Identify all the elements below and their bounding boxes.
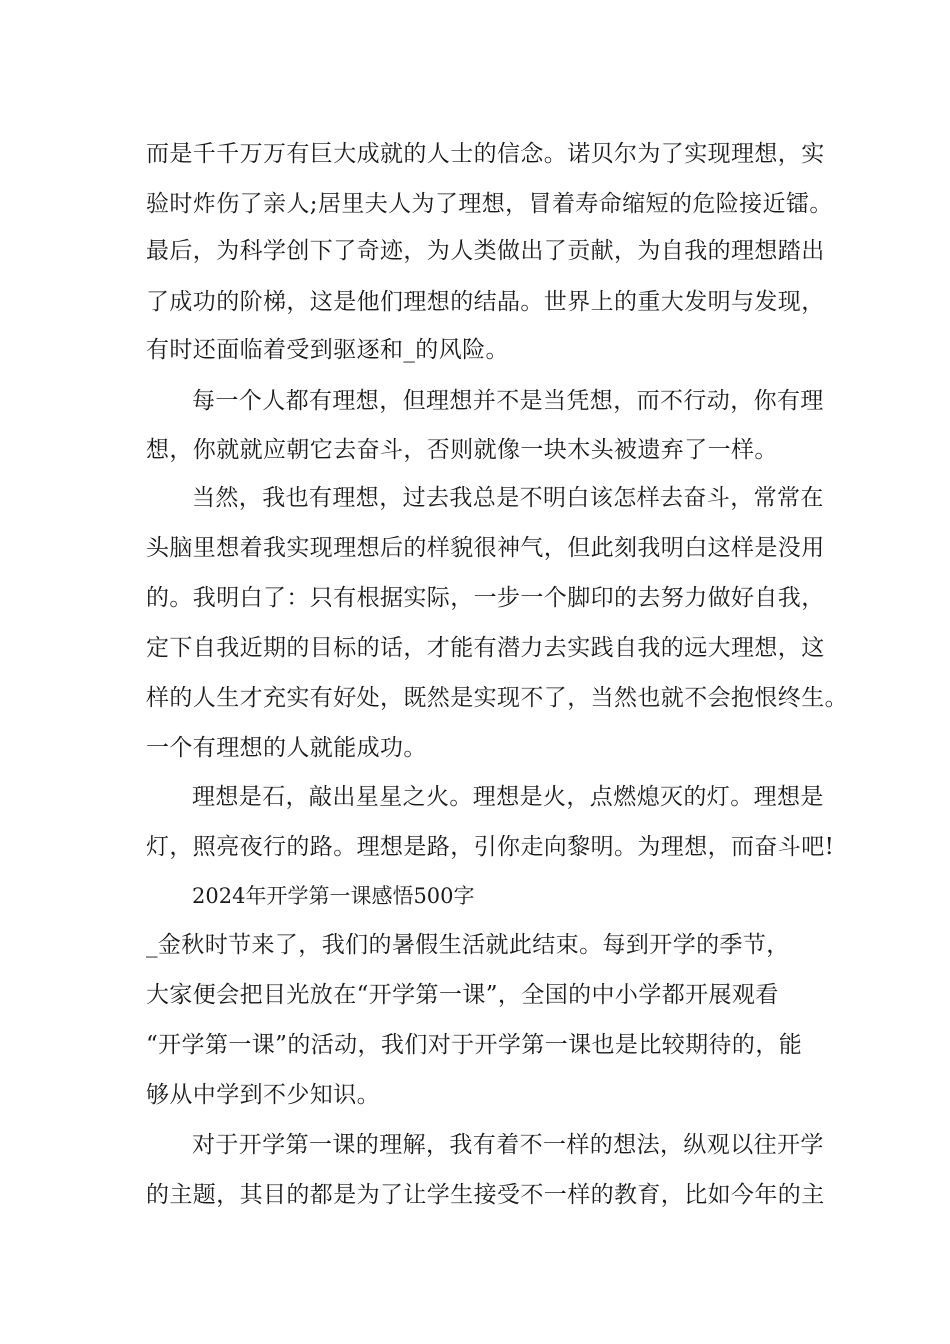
text-line: 大家便会把目光放在“开学第一课”，全国的中小学都开展观看 bbox=[146, 982, 779, 1008]
text-line: 想，你就就应朝它去奋斗，否则就像一块木头被遗弃了一样。 bbox=[146, 437, 778, 463]
text-line: _金秋时节来了，我们的暑假生活就此结束。每到开学的季节， bbox=[146, 932, 790, 958]
text-line: 定下自我近期的目标的话，才能有潜力去实践自我的远大理想，这 bbox=[146, 635, 825, 661]
text-line: 够从中学到不少知识。 bbox=[146, 1082, 380, 1108]
text-line: 样的人生才充实有好处，既然是实现不了，当然也就不会抱恨终生。 bbox=[146, 685, 848, 711]
text-line: 了成功的阶梯，这是他们理想的结晶。世界上的重大发明与发现， bbox=[146, 289, 825, 315]
text-line: 验时炸伤了亲人;居里夫人为了理想，冒着寿命缩短的危险接近镭。 bbox=[146, 191, 833, 217]
paragraph-first-line: 每一个人都有理想，但理想并不是当凭想，而不行动，你有理 bbox=[192, 388, 824, 414]
text-line: “开学第一课”的活动，我们对于开学第一课也是比较期待的，能 bbox=[146, 1032, 803, 1058]
paragraph-first-line: 理想是石，敲出星星之火。理想是火，点燃熄灭的灯。理想是 bbox=[192, 784, 824, 810]
text-line: 而是千千万万有巨大成就的人士的信念。诺贝尔为了实现理想，实 bbox=[146, 141, 825, 167]
text-line: 一个有理想的人就能成功。 bbox=[146, 735, 427, 761]
text-line: 有时还面临着受到驱逐和_的风险。 bbox=[146, 337, 509, 363]
section-heading: 2024年开学第一课感悟500字 bbox=[192, 884, 475, 908]
text-line: 头脑里想着我实现理想后的样貌很神气，但此刻我明白这样是没用 bbox=[146, 535, 825, 561]
text-line: 的主题，其目的都是为了让学生接受不一样的教育，比如今年的主 bbox=[146, 1182, 825, 1208]
paragraph-first-line: 对于开学第一课的理解，我有着不一样的想法，纵观以往开学 bbox=[192, 1132, 824, 1158]
text-line: 的。我明白了：只有根据实际，一步一个脚印的去努力做好自我， bbox=[146, 585, 825, 611]
paragraph-first-line: 当然，我也有理想，过去我总是不明白该怎样去奋斗，常常在 bbox=[192, 485, 824, 511]
text-line: 灯，照亮夜行的路。理想是路，引你走向黎明。为理想，而奋斗吧! bbox=[146, 834, 835, 860]
text-line: 最后，为科学创下了奇迹，为人类做出了贡献，为自我的理想踏出 bbox=[146, 238, 825, 264]
